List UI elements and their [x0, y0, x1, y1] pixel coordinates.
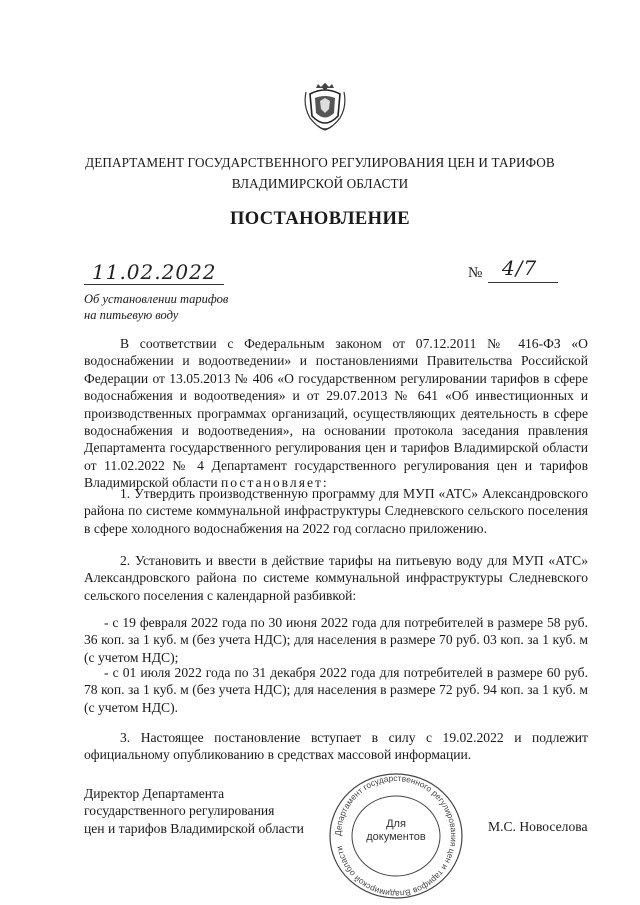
clause-3: 3. Настоящее постановление вступает в силу с 19.02.2022 и подлежит официальному опубликованию в средствах массовой информации.	[84, 730, 588, 763]
subject-line1: Об установлении тарифов	[84, 292, 229, 306]
document-title: ПОСТАНОВЛЕНИЕ	[229, 209, 410, 229]
department-name-line1: ДЕПАРТАМЕНТ ГОСУДАРСТВЕННОГО РЕГУЛИРОВАНИЯ ЦЕН И ТАРИФОВ	[85, 155, 555, 170]
document-date: 11.02.2022	[92, 260, 217, 284]
clause-1: 1. Утвердить производственную программу для МУП «АТС» Александровского района по системе коммунальной инфраструктуры Следневского сельского поселения в сфере холодного водоснабжения на 2022 год согласно приложению.	[84, 486, 588, 536]
document-number: 4/7	[502, 256, 538, 280]
subject-line2: на питьевую воду	[84, 308, 179, 322]
tariff-period-1: - с 19 февраля 2022 года по 30 июня 2022 года для потребителей в размере 58 руб. 36 коп. за 1 куб. м (без учета НДС); для населения в размере 70 руб. 03 коп. за 1 куб. м (с учетом НДС);	[84, 615, 588, 665]
number-label: №	[468, 265, 483, 281]
signatory-title-line1: Директор Департамента	[84, 786, 225, 801]
preamble-text: В соответствии с Федеральным законом от 07.12.2011 № 416-ФЗ «О водоснабжении и водоотведении» и постановлениями Правительства Российской Федерации от 13.05.2013 № 406 «О государственном регулировании тарифов в сфере водоснабжения и водоотведения» и от 29.07.2013 № 641 «Об инвестиционных и производственных программах организаций, осуществляющих деятельность в сфере водоснабжения и водоотведения», на основании протокола заседания правления Департамента государственного регулирования цен и тарифов Владимирской области от 11.02.2022 № 4 Департамент государственного регулирования цен и тарифов Владимирской области	[84, 336, 588, 491]
signatory-title-line3: цен и тарифов Владимирской области	[84, 820, 304, 836]
stamp-center-line1: Для	[386, 818, 406, 830]
stamp-ring-text: Департамент государственного регулирования цен и тарифов Владимирской области	[332, 772, 460, 900]
decree-word: постановляет:	[221, 475, 329, 491]
signatory-title-line2: государственного регулирования	[84, 803, 275, 819]
stamp-center-text	[358, 818, 434, 844]
date-underline	[84, 284, 224, 285]
number-underline	[488, 282, 558, 283]
coat-of-arms-emblem-icon	[302, 80, 348, 134]
document-subject	[84, 291, 228, 323]
tariff-period-2: - с 01 июля 2022 года по 31 декабря 2022 года для потребителей в размере 60 руб. 78 коп. за 1 куб. м (без учета НДС); для населения в размере 72 руб. 94 коп. за 1 куб. м (с учетом НДС).	[84, 665, 588, 715]
signatory-name: М.С. Новоселова	[488, 819, 588, 834]
signatory-title	[84, 785, 304, 837]
preamble-paragraph	[84, 335, 588, 492]
department-name-line2: ВЛАДИМИРСКОЙ ОБЛАСТИ	[231, 176, 409, 191]
stamp-center-line2: документов	[366, 831, 426, 843]
clause-2: 2. Установить и ввести в действие тарифы на питьевую воду для МУП «АТС» Александровского района по системе коммунальной инфраструктуры Следневского сельского поселения с календарной разбивкой:	[84, 553, 588, 603]
